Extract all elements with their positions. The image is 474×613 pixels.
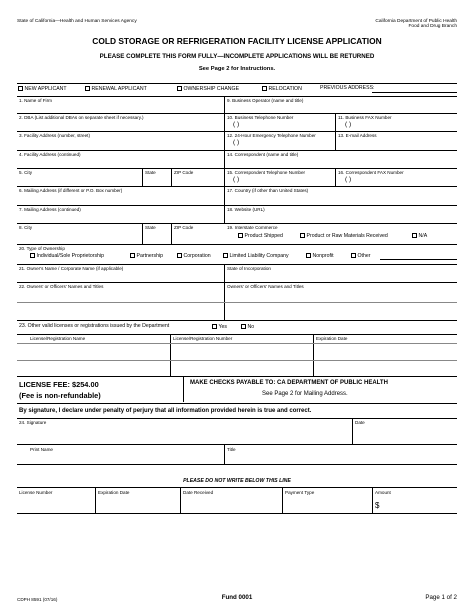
office-expiration-date: Expiration Date [98,490,130,495]
product-shipped-option[interactable]: Product Shipped [238,233,283,240]
agency-label: State of California—Health and Human Services Agency [17,19,137,24]
nonprofit-checkbox[interactable] [306,253,311,258]
officers-names-field[interactable]: 22. Owners' or Officers' Names and Titles [19,284,104,289]
licenses-no-option[interactable]: No [241,324,254,331]
mailing-address-field[interactable]: 6. Mailing Address (if different or P.O. Box number) [19,188,123,193]
correspondent-fax-input[interactable]: ( ) [345,176,352,183]
nonprofit-option[interactable]: Nonprofit [306,253,334,260]
instructions-note: See Page 2 for Instructions. [198,66,276,72]
licenses-yes-checkbox[interactable] [212,324,217,329]
zip-field[interactable]: ZIP Code [174,170,194,175]
department-line1: California Department of Public Health [375,19,457,24]
product-received-option[interactable]: Product or Raw Materials Received [300,233,388,240]
mailing-address-note: See Page 2 for Mailing Address. [262,391,348,397]
llc-checkbox[interactable] [223,253,228,258]
fund-label: Fund 0001 [221,594,253,601]
dba-field[interactable]: 2. DBA (List additional DBAs on separate sheet if necessary.) [19,115,144,120]
sole-proprietorship-checkbox[interactable] [30,253,35,258]
facility-address-continued-field[interactable]: 4. Facility Address (continued) [19,152,81,157]
page-number: Page 1 of 2 [425,594,457,601]
state-incorporation-field[interactable]: State of Incorporation [227,266,271,271]
renewal-applicant-option[interactable]: RENEWAL APPLICANT [85,86,147,93]
officers-names-right-field[interactable]: Owners' or Officers' Names and Titles [227,284,304,289]
department-line2: Food and Drug Branch [408,24,457,29]
ownership-type-label: 20. Type of Ownership [19,246,65,251]
previous-address-input[interactable] [372,92,457,93]
office-use-notice: PLEASE DO NOT WRITE BELOW THIS LINE [183,478,291,484]
facility-address-field[interactable]: 3. Facility Address (number, street) [19,133,90,138]
correspondent-field[interactable]: 14. Correspondent (name and title) [227,152,299,157]
previous-address-label: PREVIOUS ADDRESS: [320,85,375,91]
product-shipped-checkbox[interactable] [238,233,243,238]
ownership-change-option[interactable]: OWNERSHIP CHANGE [177,86,239,93]
sole-proprietorship-option[interactable]: Individual/Sole Proprietorship [30,253,104,260]
email-field[interactable]: 13. E-mail Address [338,133,377,138]
product-received-checkbox[interactable] [300,233,305,238]
new-applicant-checkbox[interactable] [18,86,23,91]
firm-name-field[interactable]: 1. Name of Firm [19,98,52,103]
business-fax-field[interactable]: 11. Business FAX Number [338,115,392,120]
form-subtitle: PLEASE COMPLETE THIS FORM FULLY—INCOMPLETE APPLICATIONS WILL BE RETURNED [99,53,375,60]
na-checkbox[interactable] [412,233,417,238]
office-dollar-sign: $ [375,501,380,510]
expiration-date-column: Expiration Date [316,336,348,341]
relocation-checkbox[interactable] [262,86,267,91]
relocation-option[interactable]: RELOCATION [262,86,302,93]
new-applicant-option[interactable]: NEW APPLICANT [18,86,67,93]
corporation-checkbox[interactable] [177,253,182,258]
signature-date-field[interactable]: Date [355,420,365,425]
llc-option[interactable]: Limited Liability Company [223,253,289,260]
mailing-city-field[interactable]: 8. City [19,225,33,230]
office-payment-type: Payment Type [285,490,315,495]
partnership-option[interactable]: Partnership [130,253,163,260]
correspondent-phone-input[interactable]: ( ) [233,176,240,183]
corporation-option[interactable]: Corporation [177,253,211,260]
licenses-no-checkbox[interactable] [241,324,246,329]
business-operator-field[interactable]: 9. Business Operator (name and title) [227,98,304,103]
form-code: CDPH 8591 (07/16) [17,597,58,602]
other-input[interactable] [380,259,457,260]
na-option[interactable]: N/A [412,233,427,240]
signature-field[interactable]: 24. Signature [19,420,47,425]
correspondent-phone-field[interactable]: 15. Correspondent Telephone Number [227,170,306,175]
correspondent-fax-field[interactable]: 16. Correspondent FAX Number [338,170,404,175]
partnership-checkbox[interactable] [130,253,135,258]
form-title: COLD STORAGE OR REFRIGERATION FACILITY LICENSE APPLICATION [92,36,382,46]
license-fee: LICENSE FEE: $254.00 [19,380,99,389]
renewal-applicant-checkbox[interactable] [85,86,90,91]
divider [17,83,457,84]
city-field[interactable]: 5. City [19,170,33,175]
other-licenses-label: 23. Other valid licenses or registrations issued by the Department [19,323,170,329]
state-field[interactable]: State [145,170,156,175]
business-fax-input[interactable]: ( ) [345,121,352,128]
emergency-phone-input[interactable]: ( ) [233,139,240,146]
country-field[interactable]: 17. Country (if other than United States) [227,188,309,193]
ownership-change-checkbox[interactable] [177,86,182,91]
office-date-received: Date Received [183,490,214,495]
mailing-state-field[interactable]: State [145,225,156,230]
business-phone-field[interactable]: 10. Business Telephone Number [227,115,294,120]
mailing-address-continued-field[interactable]: 7. Mailing Address (continued) [19,207,81,212]
license-number-column: License/Registration Number [173,336,233,341]
checks-payable: MAKE CHECKS PAYABLE TO: CA DEPARTMENT OF PUBLIC HEALTH [190,380,388,386]
perjury-statement: By signature, I declare under penalty of perjury that all information provided herein is true and correct. [19,408,312,414]
licenses-yes-option[interactable]: Yes [212,324,227,331]
mailing-zip-field[interactable]: ZIP Code [174,225,194,230]
other-checkbox[interactable] [351,253,356,258]
office-license-number: License Number [19,490,53,495]
interstate-commerce-label: 19. Interstate Commerce [227,225,278,230]
owner-name-field[interactable]: 21. Owner's Name / Corporate Name (if applicable) [19,266,124,271]
department-label [375,19,457,29]
title-field[interactable]: Title [227,447,236,452]
other-option[interactable]: Other [351,253,370,260]
office-amount: Amount [375,490,391,495]
emergency-phone-field[interactable]: 12. 24-Hour Emergency Telephone Number [227,133,316,138]
license-name-column: License/Registration Name [30,336,86,341]
print-name-field[interactable]: Print Name [30,447,53,452]
fee-nonrefundable: (Fee is non-refundable) [19,391,101,400]
business-phone-input[interactable]: ( ) [233,121,240,128]
website-field[interactable]: 18. Website (URL) [227,207,265,212]
